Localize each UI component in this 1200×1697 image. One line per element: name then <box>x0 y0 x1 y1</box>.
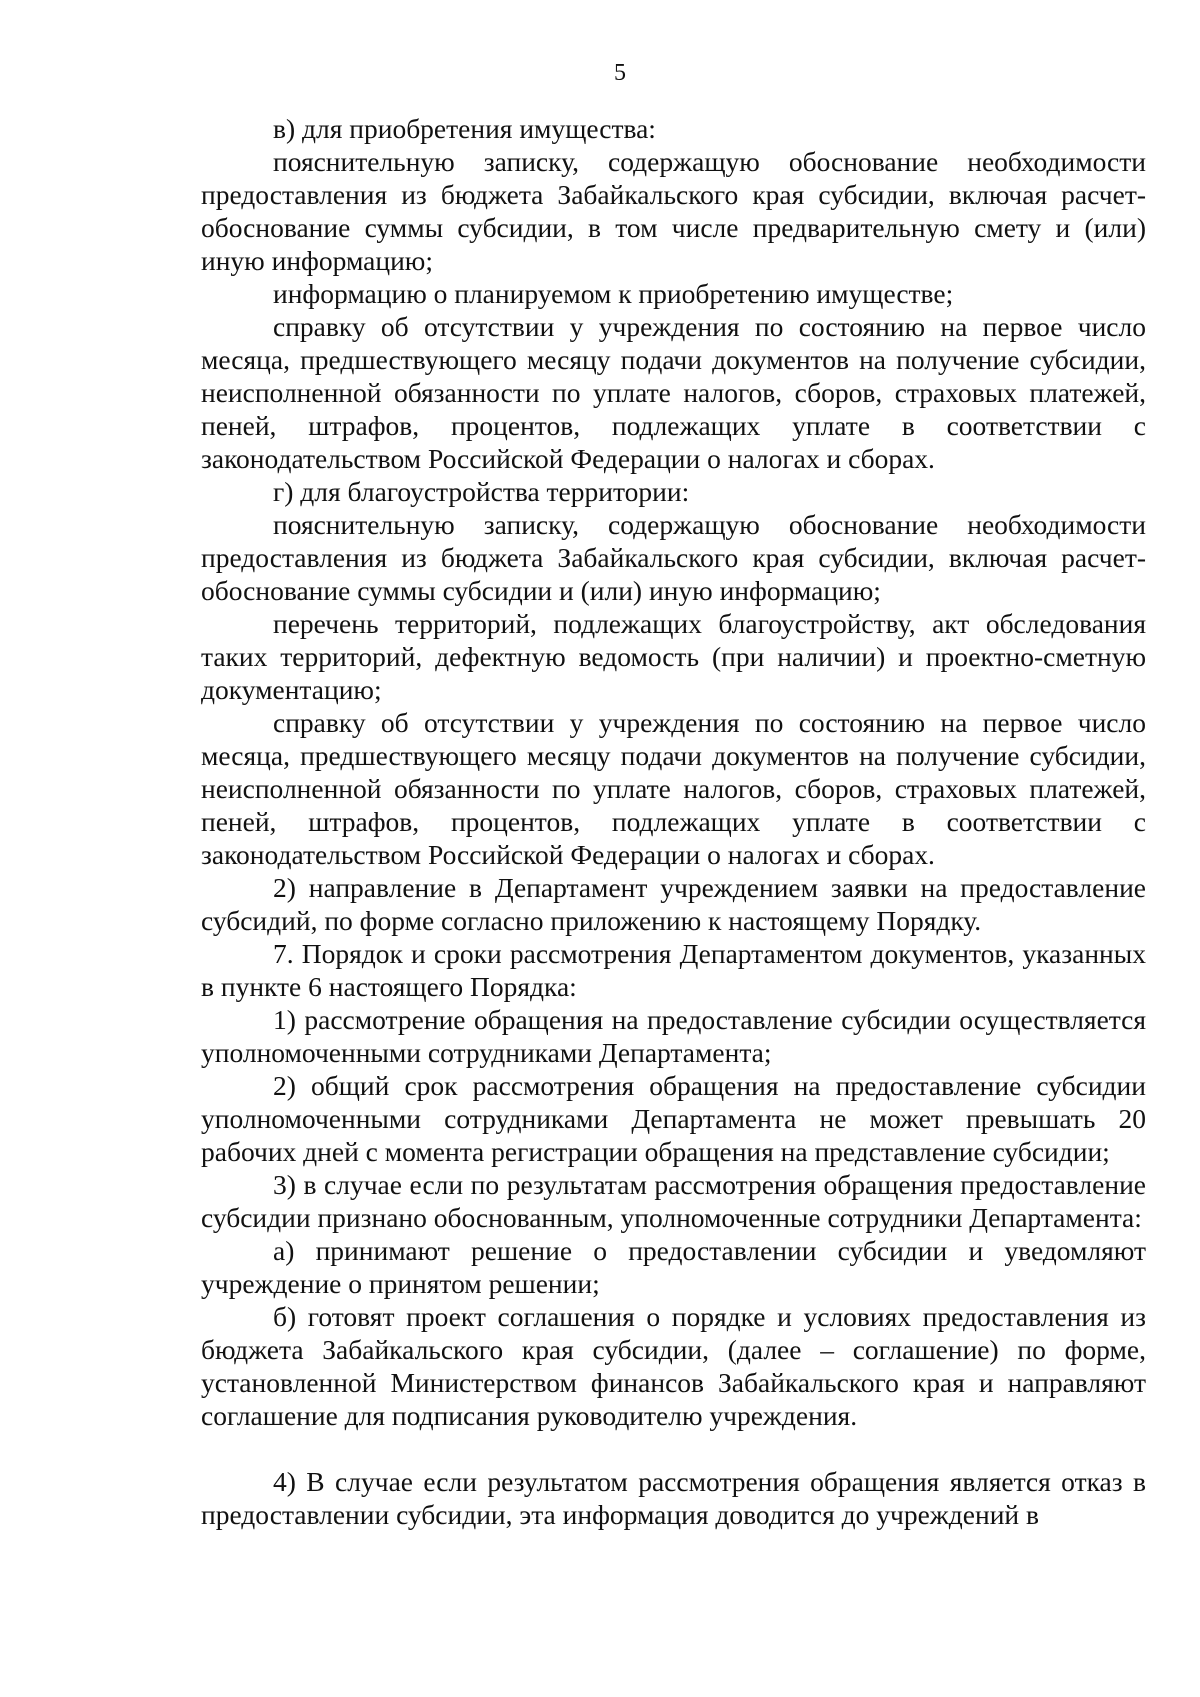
paragraph: 3) в случае если по результатам рассмотрения обращения предоставление субсидии признано обоснованным, уполномоченные сотрудники Департамента: <box>201 1169 1146 1233</box>
paragraph: пояснительную записку, содержащую обоснование необходимости предоставления из бюджета Забайкальского края субсидии, включая расчет-обоснование суммы субсидии и (или) иную информацию; <box>201 509 1146 606</box>
paragraph: б) готовят проект соглашения о порядке и условиях предоставления из бюджета Забайкальского края субсидии, (далее – соглашение) по форме, установленной Министерством финансов Забайкальского края и направляют соглашение для подписания руководителю учреждения. <box>201 1301 1146 1431</box>
paragraph: информацию о планируемом к приобретению имуществе; <box>273 278 954 309</box>
paragraph: 4) В случае если результатом рассмотрения обращения является отказ в предоставлении субсидии, эта информация доводится до учреждений в <box>201 1466 1146 1530</box>
paragraph: 1) рассмотрение обращения на предоставление субсидии осуществляется уполномоченными сотрудниками Департамента; <box>201 1004 1146 1068</box>
paragraph: 2) общий срок рассмотрения обращения на предоставление субсидии уполномоченными сотрудниками Департамента не может превышать 20 рабочих дней с момента регистрации обращения на представление субсидии; <box>201 1070 1146 1167</box>
paragraph: г) для благоустройства территории: <box>273 476 690 507</box>
paragraph: справку об отсутствии у учреждения по состоянию на первое число месяца, предшествующего месяцу подачи документов на получение субсидии, неисполненной обязанности по уплате налогов, сборов, страховых платежей, пеней, штрафов, процентов, подлежащих уплате в соответствии с законодательством Российской Федерации о налогах и сборах. <box>201 311 1146 474</box>
paragraph: справку об отсутствии у учреждения по состоянию на первое число месяца, предшествующего месяцу подачи документов на получение субсидии, неисполненной обязанности по уплате налогов, сборов, страховых платежей, пеней, штрафов, процентов, подлежащих уплате в соответствии с законодательством Российской Федерации о налогах и сборах. <box>201 707 1146 870</box>
document-body <box>201 112 1146 1531</box>
page-number: 5 <box>614 60 626 86</box>
paragraph: 7. Порядок и сроки рассмотрения Департаментом документов, указанных в пункте 6 настоящего Порядка: <box>201 938 1146 1002</box>
paragraph: в) для приобретения имущества: <box>273 113 656 144</box>
paragraph: перечень территорий, подлежащих благоустройству, акт обследования таких территорий, дефектную ведомость (при наличии) и проектно-сметную документацию; <box>201 608 1146 705</box>
paragraph: а) принимают решение о предоставлении субсидии и уведомляют учреждение о принятом решении; <box>201 1235 1146 1299</box>
paragraph: пояснительную записку, содержащую обоснование необходимости предоставления из бюджета Забайкальского края субсидии, включая расчет-обоснование суммы субсидии, в том числе предварительную смету и (или) иную информацию; <box>201 146 1146 276</box>
paragraph: 2) направление в Департамент учреждением заявки на предоставление субсидий, по форме согласно приложению к настоящему Порядку. <box>201 872 1146 936</box>
